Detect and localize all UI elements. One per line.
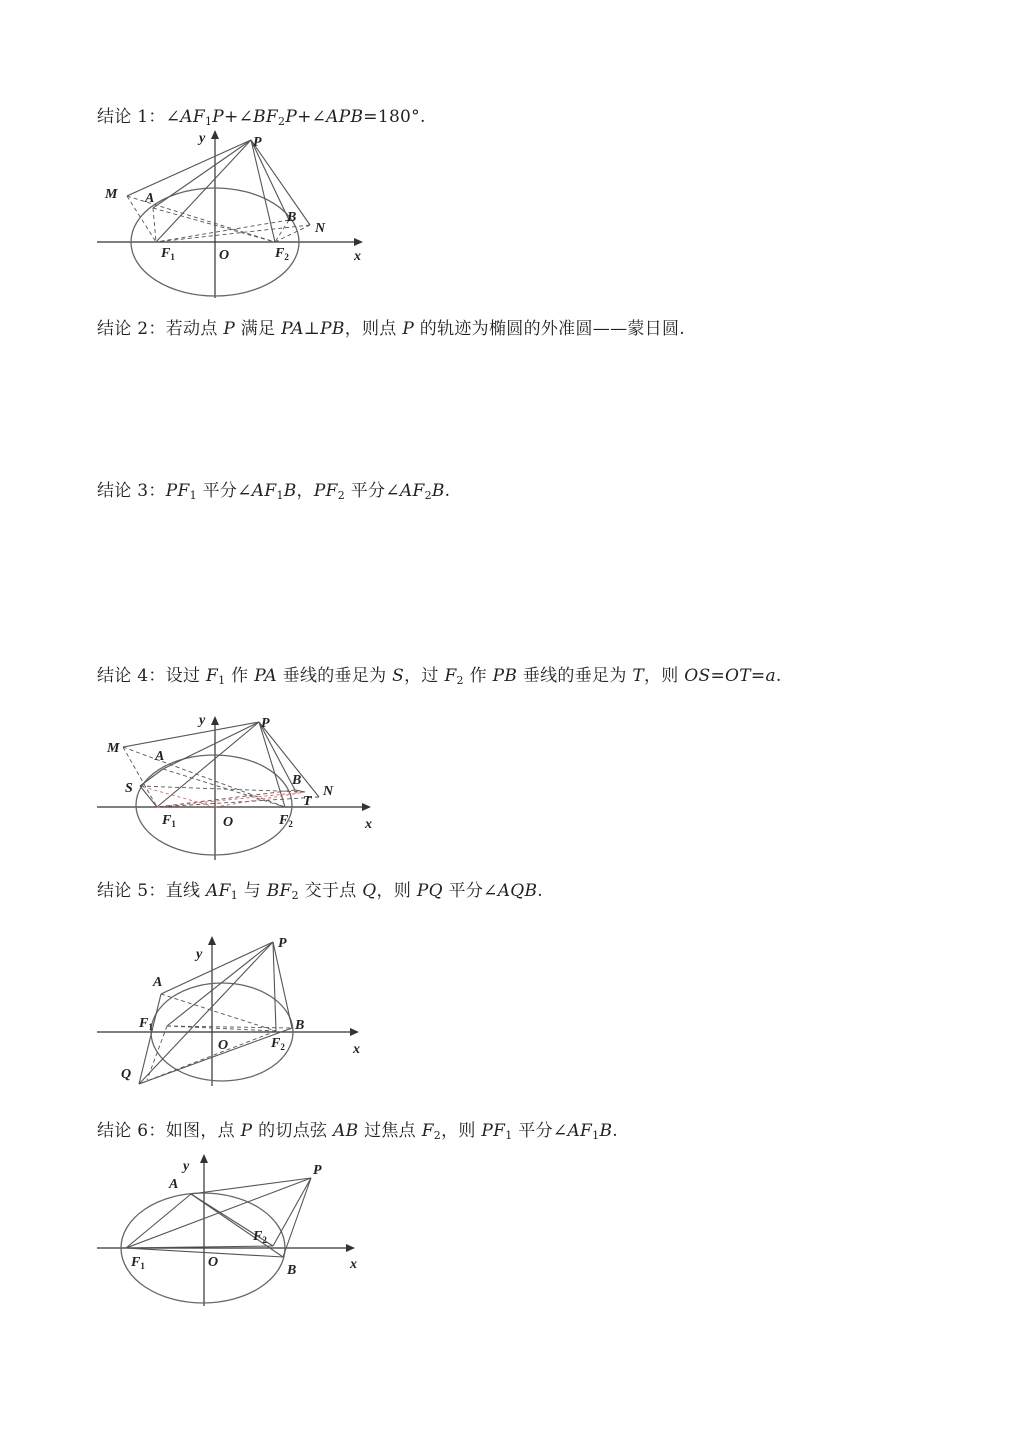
x-axis-arrow-icon <box>350 1028 359 1036</box>
label-F1: $F_1$ <box>139 1016 153 1032</box>
label-F2: $F_2$ <box>275 246 289 262</box>
label-A: A <box>145 191 155 206</box>
y-axis-arrow-icon <box>211 130 219 139</box>
conclusion-3-text: $PF_1$ 平分$\angle AF_1B$，$PF_2$ 平分$\angle AF_2B$. <box>165 481 451 502</box>
label-F2: $F_2$ <box>271 1036 285 1052</box>
conclusion-4 <box>97 661 782 687</box>
label-A: A <box>155 749 165 764</box>
label-B: B <box>295 1018 305 1033</box>
x-axis-arrow-icon <box>362 803 371 811</box>
label-A: A <box>153 975 163 990</box>
y-axis-arrow-icon <box>200 1154 208 1163</box>
label-P: P <box>313 1163 322 1178</box>
label-y: y <box>183 1159 190 1174</box>
conclusion-2 <box>97 314 685 339</box>
label-T: T <box>303 794 312 809</box>
label-y: y <box>199 713 206 728</box>
conclusion-1-prefix: 结论 1： <box>97 107 166 127</box>
x-axis-arrow-icon <box>346 1244 355 1252</box>
label-P: P <box>261 716 270 731</box>
figure-4 <box>95 710 385 865</box>
conclusion-2-text: 若动点 P 满足 PA⊥PB，则点 P 的轨迹为椭圆的外准圆——蒙日圆. <box>165 319 685 339</box>
label-N: N <box>323 784 334 799</box>
label-O: O <box>223 815 234 830</box>
label-O: O <box>208 1255 219 1270</box>
label-F1: $F_1$ <box>161 246 175 262</box>
figure-6 <box>95 1150 385 1310</box>
label-B: B <box>292 773 302 788</box>
label-y: y <box>199 131 206 146</box>
label-Q: Q <box>121 1067 132 1082</box>
conclusion-5-prefix: 结论 5： <box>97 881 166 901</box>
x-axis-arrow-icon <box>354 238 363 246</box>
conclusion-1 <box>97 102 426 128</box>
label-P: P <box>278 936 287 951</box>
label-F2: $F_2$ <box>253 1229 267 1245</box>
label-A: A <box>169 1177 179 1192</box>
y-axis-arrow-icon <box>208 936 216 945</box>
label-x: x <box>353 1042 360 1057</box>
label-x: x <box>354 249 361 264</box>
label-S: S <box>125 781 133 796</box>
label-M: M <box>107 741 120 756</box>
conclusion-5-text: 直线 $AF_1$ 与 $BF_2$ 交于点 Q，则 PQ 平分∠AQB. <box>165 881 544 902</box>
label-O: O <box>219 248 230 263</box>
label-x: x <box>350 1257 357 1272</box>
conclusion-6-text: 如图，点 P 的切点弦 AB 过焦点 $F_2$，则 $PF_1$ 平分$\angle AF_1B$. <box>165 1121 618 1142</box>
label-N: N <box>315 221 326 236</box>
label-F2: $F_2$ <box>279 813 293 829</box>
conclusion-5 <box>97 876 543 902</box>
figure-5 <box>95 930 385 1090</box>
label-B: B <box>287 210 297 225</box>
label-M: M <box>105 187 118 202</box>
conclusion-6 <box>97 1116 618 1142</box>
conclusion-2-prefix: 结论 2： <box>97 319 166 339</box>
label-P: P <box>253 135 262 150</box>
conclusion-4-prefix: 结论 4： <box>97 666 166 686</box>
conclusion-3-prefix: 结论 3： <box>97 481 166 501</box>
label-F1: $F_1$ <box>131 1255 145 1271</box>
conclusion-4-text: 设过 $F_1$ 作 PA 垂线的垂足为 S，过 $F_2$ 作 PB 垂线的垂足为 T，则 OS=OT=a. <box>165 666 782 687</box>
conclusion-6-prefix: 结论 6： <box>97 1121 166 1141</box>
label-B: B <box>287 1263 297 1278</box>
label-O: O <box>218 1038 229 1053</box>
conclusion-3 <box>97 476 450 502</box>
figure-1 <box>95 128 385 303</box>
y-axis-arrow-icon <box>211 716 219 725</box>
conclusion-1-text: $\angle AF_1P+\angle BF_2P+\angle APB=180^\circ$. <box>165 107 426 128</box>
label-F1: $F_1$ <box>162 813 176 829</box>
label-y: y <box>196 947 203 962</box>
label-x: x <box>365 817 372 832</box>
